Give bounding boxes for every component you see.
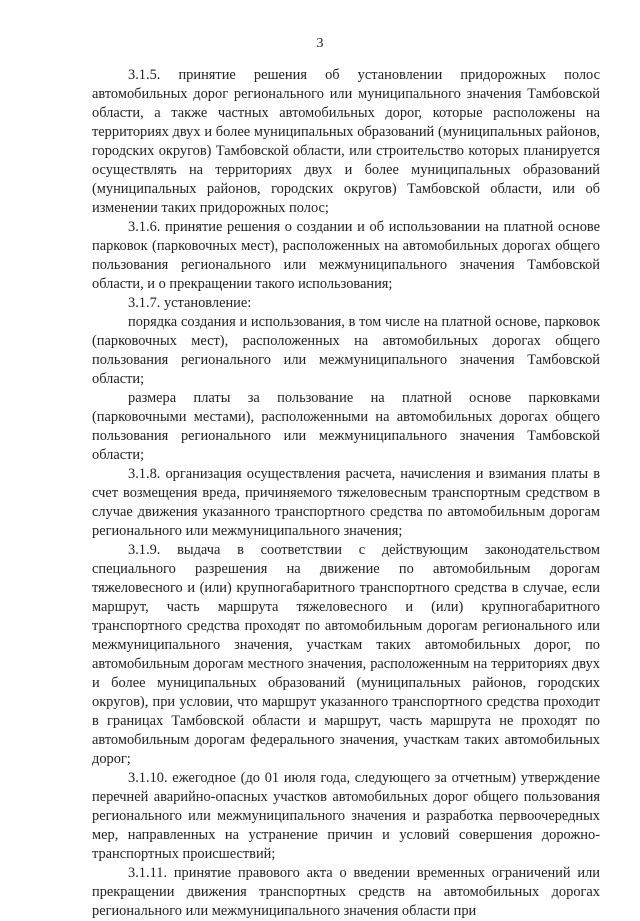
paragraph-3-1-5: 3.1.5. принятие решения об установлении придорожных полос автомобильных дорог регионального или муниципального значения Тамбовской области, а также частных автомобильных дорог, которые расположены на территориях двух и более муниципальных образований (муниципальных районов, городских округов) Тамбовской области, или строительство которых планируется осуществлять на территориях двух и более муниципальных образований (муниципальных районов, городских округов) Тамбовской области, или об изменении таких придорожных полос; <box>92 67 600 216</box>
paragraph-3-1-11: 3.1.11. принятие правового акта о введении временных ограничений или прекращении движения транспортных средств на автомобильных дорогах регионального или межмуниципального значения области при <box>92 865 600 919</box>
paragraph-3-1-7-item-procedure: порядка создания и использования, в том числе на платной основе, парковок (парковочных мест), расположенных на автомобильных дорогах общего пользования регионального или межмуниципального значения Тамбовской области; <box>92 314 600 387</box>
paragraph-3-1-7: 3.1.7. установление: <box>128 295 252 311</box>
page-number: 3 <box>316 36 324 51</box>
paragraph-3-1-7-item-fee: размера платы за пользование на платной основе парковками (парковочными местами), расположенными на автомобильных дорогах общего пользования регионального или межмуниципального значения Тамбовской области; <box>92 390 600 463</box>
document-body <box>92 66 600 921</box>
paragraph-3-1-6: 3.1.6. принятие решения о создании и об использовании на платной основе парковок (парковочных мест), расположенных на автомобильных дорогах общего пользования регионального или межмуниципального значения Тамбовской области, и о прекращении такого использования; <box>92 219 600 292</box>
paragraph-3-1-9: 3.1.9. выдача в соответствии с действующим законодательством специального разрешения на движение по автомобильным дорогам тяжеловесного и (или) крупногабаритного транспортного средства в случае, если маршрут, часть маршрута тяжеловесного и (или) крупногабаритного транспортного средства проходят по автомобильным дорогам регионального или межмуниципального значения, участкам таких автомобильных дорог, по автомобильным дорогам местного значения, расположенным на территориях двух и более муниципальных образований (муниципальных районов, городских округов), при условии, что маршрут указанного транспортного средства проходит в границах Тамбовской области и маршрут, часть маршрута не проходят по автомобильным дорогам федерального значения, участкам таких автомобильных дорог; <box>92 542 600 767</box>
paragraph-3-1-8: 3.1.8. организация осуществления расчета, начисления и взимания платы в счет возмещения вреда, причиняемого тяжеловесным транспортным средством в случае движения указанного транспортного средства по автомобильным дорогам регионального или межмуниципального значения; <box>92 466 600 539</box>
paragraph-3-1-10: 3.1.10. ежегодное (до 01 июля года, следующего за отчетным) утверждение перечней аварийно-опасных участков автомобильных дорог общего пользования регионального или межмуниципального значения и разработка первоочередных мер, направленных на устранение причин и условий совершения дорожно-транспортных происшествий; <box>92 770 600 862</box>
